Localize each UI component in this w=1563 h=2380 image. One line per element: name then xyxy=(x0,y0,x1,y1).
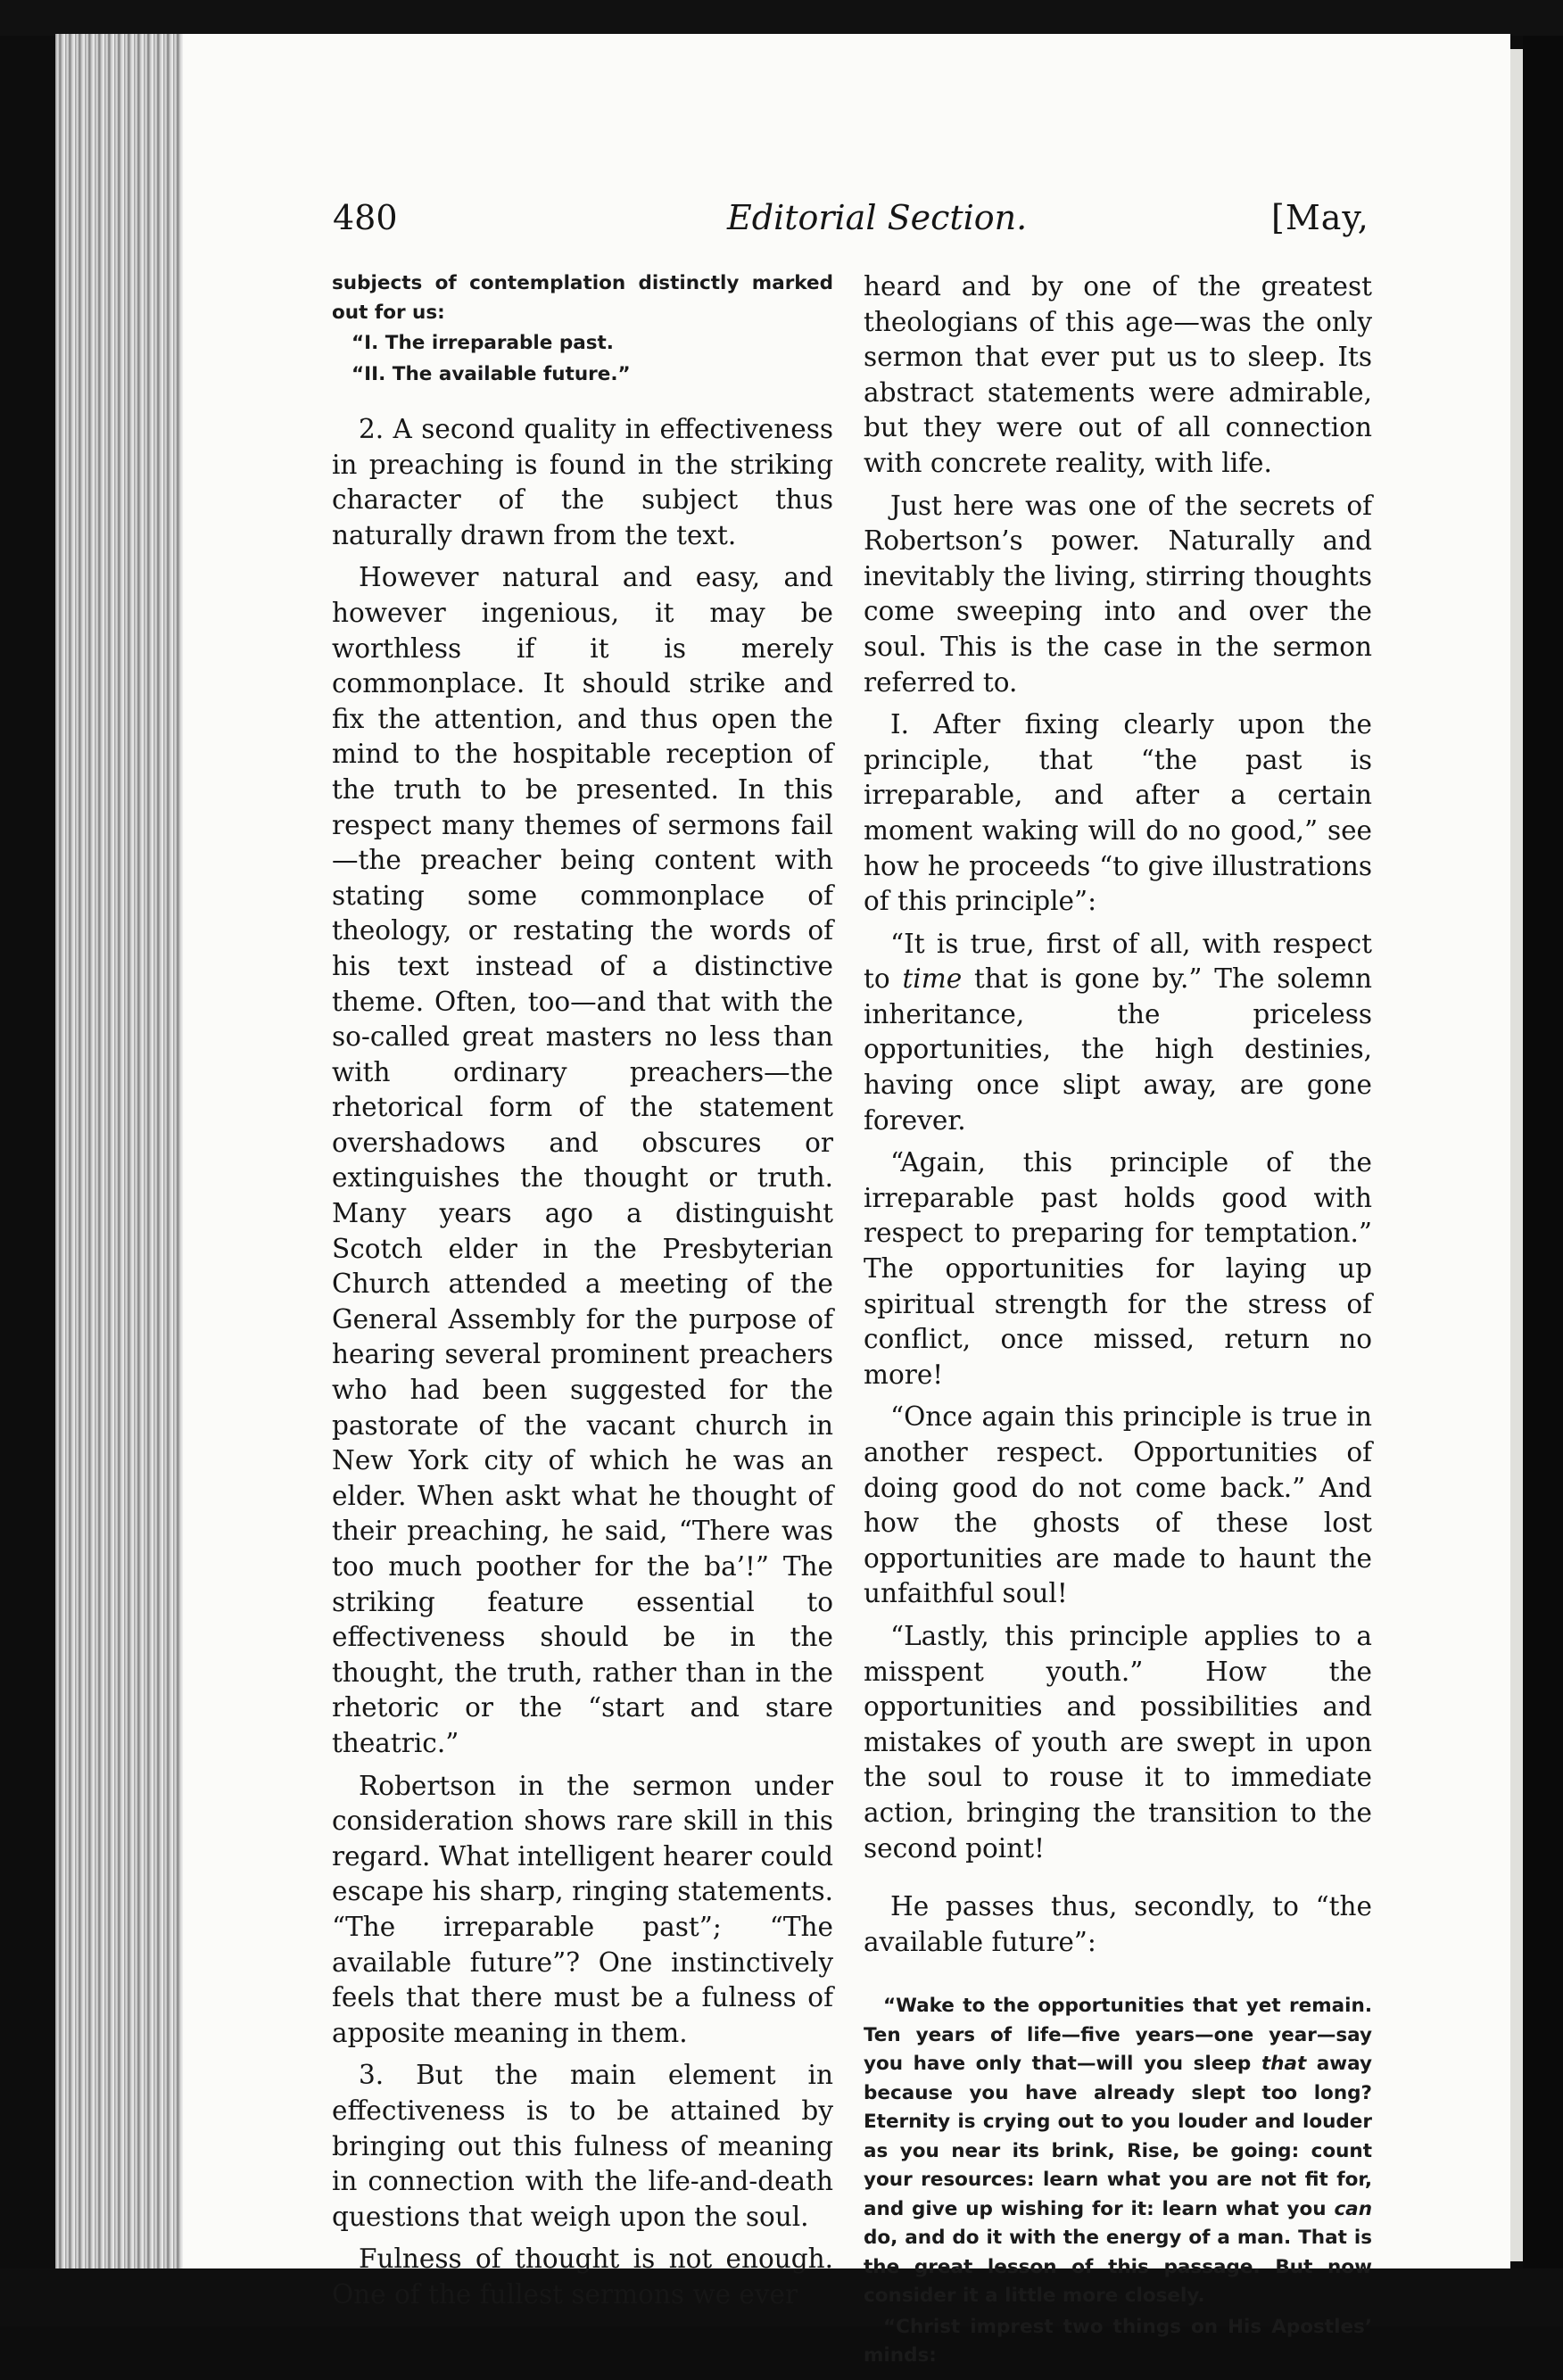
outline-item-1: “I. The irreparable past. xyxy=(351,332,614,354)
paragraph xyxy=(864,927,1372,1139)
page-number: 480 xyxy=(333,198,398,237)
page-edges xyxy=(55,34,189,2268)
paragraph: heard and by one of the greatest theologians of this age—was the only sermon that ever put us to sleep. Its abstract statements were admirable, but they were out of all connection with concrete reality, with life. xyxy=(864,271,1372,478)
outline-block xyxy=(332,269,833,389)
text-run: that is gone by.” The solemn inheritance, the priceless opportunities, the high destinies, having once slipt away, are gone forever. xyxy=(864,963,1372,1136)
paragraph: “Once again this principle is true in another respect. Opportunities of doing good do not come back.” And how the ghosts of these lost opportunities are made to haunt the unfaithful soul! xyxy=(864,1401,1372,1609)
italic-word: that xyxy=(1261,2053,1307,2076)
paragraph: I. After fixing clearly upon the principle, that “the past is irreparable, and after a certain moment waking will do no good,” see how he proceeds “to give illustrations of this principle”: xyxy=(864,709,1372,917)
outline-intro: subjects of contemplation distinctly marked out for us: xyxy=(332,272,833,324)
running-head: Editorial Section. xyxy=(727,198,1028,237)
text-run: “It is true, first of all, with respect to xyxy=(864,928,1372,995)
right-column xyxy=(864,269,1372,2380)
paragraph: Fulness of thought is not enough. One of the fullest sermons we ever xyxy=(332,2244,833,2310)
quote-paragraph xyxy=(864,1992,1372,2311)
paragraph: 2. A second quality in effectiveness in preaching is found in the striking character of the subject thus naturally drawn from the text. xyxy=(332,414,833,550)
italic-word: time xyxy=(902,963,963,995)
month-heading: [May, xyxy=(1271,198,1369,237)
paragraph: “Again, this principle of the irreparable past holds good with respect to preparing for temptation.” The opportunities for laying up spiritual strength for the stress of conflict, once missed, return no more! xyxy=(864,1147,1372,1390)
scan-right-border xyxy=(1523,36,1563,2326)
paragraph: Just here was one of the secrets of Robertson’s power. Naturally and inevitably the living, stirring thoughts come sweeping into and over the soul. This is the case in the sermon referred to. xyxy=(864,490,1372,698)
paragraph: Robertson in the sermon under consideration shows rare skill in this regard. What intelligent hearer could escape his sharp, ringing statements. “The irreparable past”; “The available future”? One instinctively feels that there must be a fulness of apposite meaning in them. xyxy=(332,1770,833,2048)
paragraph: “Lastly, this principle applies to a misspent youth.” How the opportunities and possibilities and mistakes of youth are swept in upon the soul to rouse it to immediate action, bringing the transition to the second point! xyxy=(864,1620,1372,1864)
text-run: do, and do it with the energy of a man. That is the great lesson of this passage. But now consider it a little more closely. xyxy=(864,2227,1372,2308)
block-quote xyxy=(864,1992,1372,2371)
text-run: “Wake to the opportunities that yet remain. Ten years of life—five years—one year—say you have only that—will you sleep xyxy=(864,1995,1372,2076)
outline-item-2: “II. The available future.” xyxy=(351,362,631,385)
scan-top-border xyxy=(0,0,1563,36)
italic-word: can xyxy=(1334,2197,1372,2220)
quote-paragraph: “Christ imprest two things on His Apostles’ minds: xyxy=(864,2315,1372,2368)
left-column xyxy=(332,269,833,2319)
page-gutter-strip xyxy=(1510,49,1523,2261)
paragraph: However natural and easy, and however ingenious, it may be worthless if it is merely commonplace. It should strike and fix the attention, and thus open the mind to the hospitable reception of the truth to be presented. In this respect many themes of sermons fail—the preacher being content with stating some commonplace of theology, or restating the words of his text instead of a distinctive theme. Often, too—and that with the so-called great masters no less than with ordinary preachers—the rhetorical form of the statement overshadows and obscures or extinguishes the thought or truth. Many years ago a distinguisht Scotch elder in the Presbyterian Church attended a meeting of the General Assembly for the purpose of hearing several prominent preachers who had been suggested for the pastorate of the vacant church in New York city of which he was an elder. When askt what he thought of their preaching, he said, “There was too much poother for the ba’!” The striking feature essential to effectiveness should be in the thought, the truth, rather than in the rhetoric or the “start and stare theatric.” xyxy=(332,562,833,1758)
paragraph: 3. But the main element in effectiveness is to be attained by bringing out this fulness of meaning in connection with the life-and-death questions that weigh upon the soul. xyxy=(332,2060,833,2232)
paragraph: He passes thus, secondly, to “the available future”: xyxy=(864,1891,1372,1957)
text-run: away because you have already slept too long? Eternity is crying out to you louder and louder as you near its brink, Rise, be going: count your resources: learn what you are not fit for, and give up wishing for it: learn what you xyxy=(864,2053,1373,2220)
